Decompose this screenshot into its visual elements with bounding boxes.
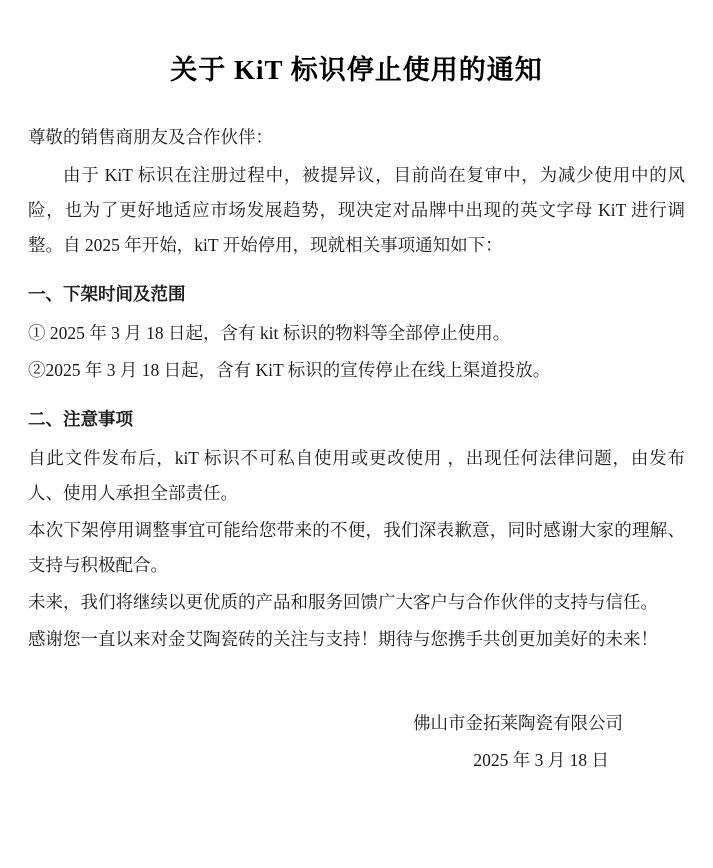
signature-company: 佛山市金拓莱陶瓷有限公司 — [413, 713, 623, 734]
list-item — [28, 353, 685, 388]
list-item-text: 2025 年 3 月 18 日起，含有 kit 标识的物料等全部停止使用。 — [49, 323, 511, 344]
section-two-heading: 二、注意事项 — [28, 409, 133, 430]
notice-paragraph-1: 自此文件发布后，kiT 标识不可私自使用或更改使用 ，出现任何法律问题，由发布人、使用人承担全部责任。 — [28, 448, 685, 504]
section-one-heading: 一、下架时间及范围 — [28, 284, 186, 305]
list-item — [28, 316, 685, 351]
signature-block — [28, 705, 685, 779]
salutation: 尊敬的销售商朋友及合作伙伴： — [28, 127, 273, 147]
notice-paragraph-2: 本次下架停用调整事宜可能给您带来的不便，我们深表歉意，同时感谢大家的理解、支持与积极配合。 — [28, 520, 685, 576]
notice-paragraph-4: 感谢您一直以来对金艾陶瓷砖的关注与支持！期待与您携手共创更加美好的未来！ — [28, 629, 658, 650]
list-marker: ① — [28, 323, 46, 344]
list-marker: ② — [28, 360, 46, 381]
notice-paragraph-3: 未来，我们将继续以更优质的产品和服务回馈广大客户与合作伙伴的支持与信任。 — [28, 592, 658, 613]
page-title: 关于 KiT 标识停止使用的通知 — [170, 55, 543, 85]
list-item-text: 2025 年 3 月 18 日起，含有 KiT 标识的宣传停止在线上渠道投放。 — [45, 360, 551, 381]
signature-date: 2025 年 3 月 18 日 — [473, 750, 609, 770]
intro-paragraph: 由于 KiT 标识在注册过程中，被提异议，目前尚在复审中，为减少使用中的风险，也为了更好地适应市场发展趋势，现决定对品牌中出现的英文字母 KiT 进行调整。自 2025 年开始，kiT 开始停用，现就相关事项通知如下： — [28, 165, 685, 256]
